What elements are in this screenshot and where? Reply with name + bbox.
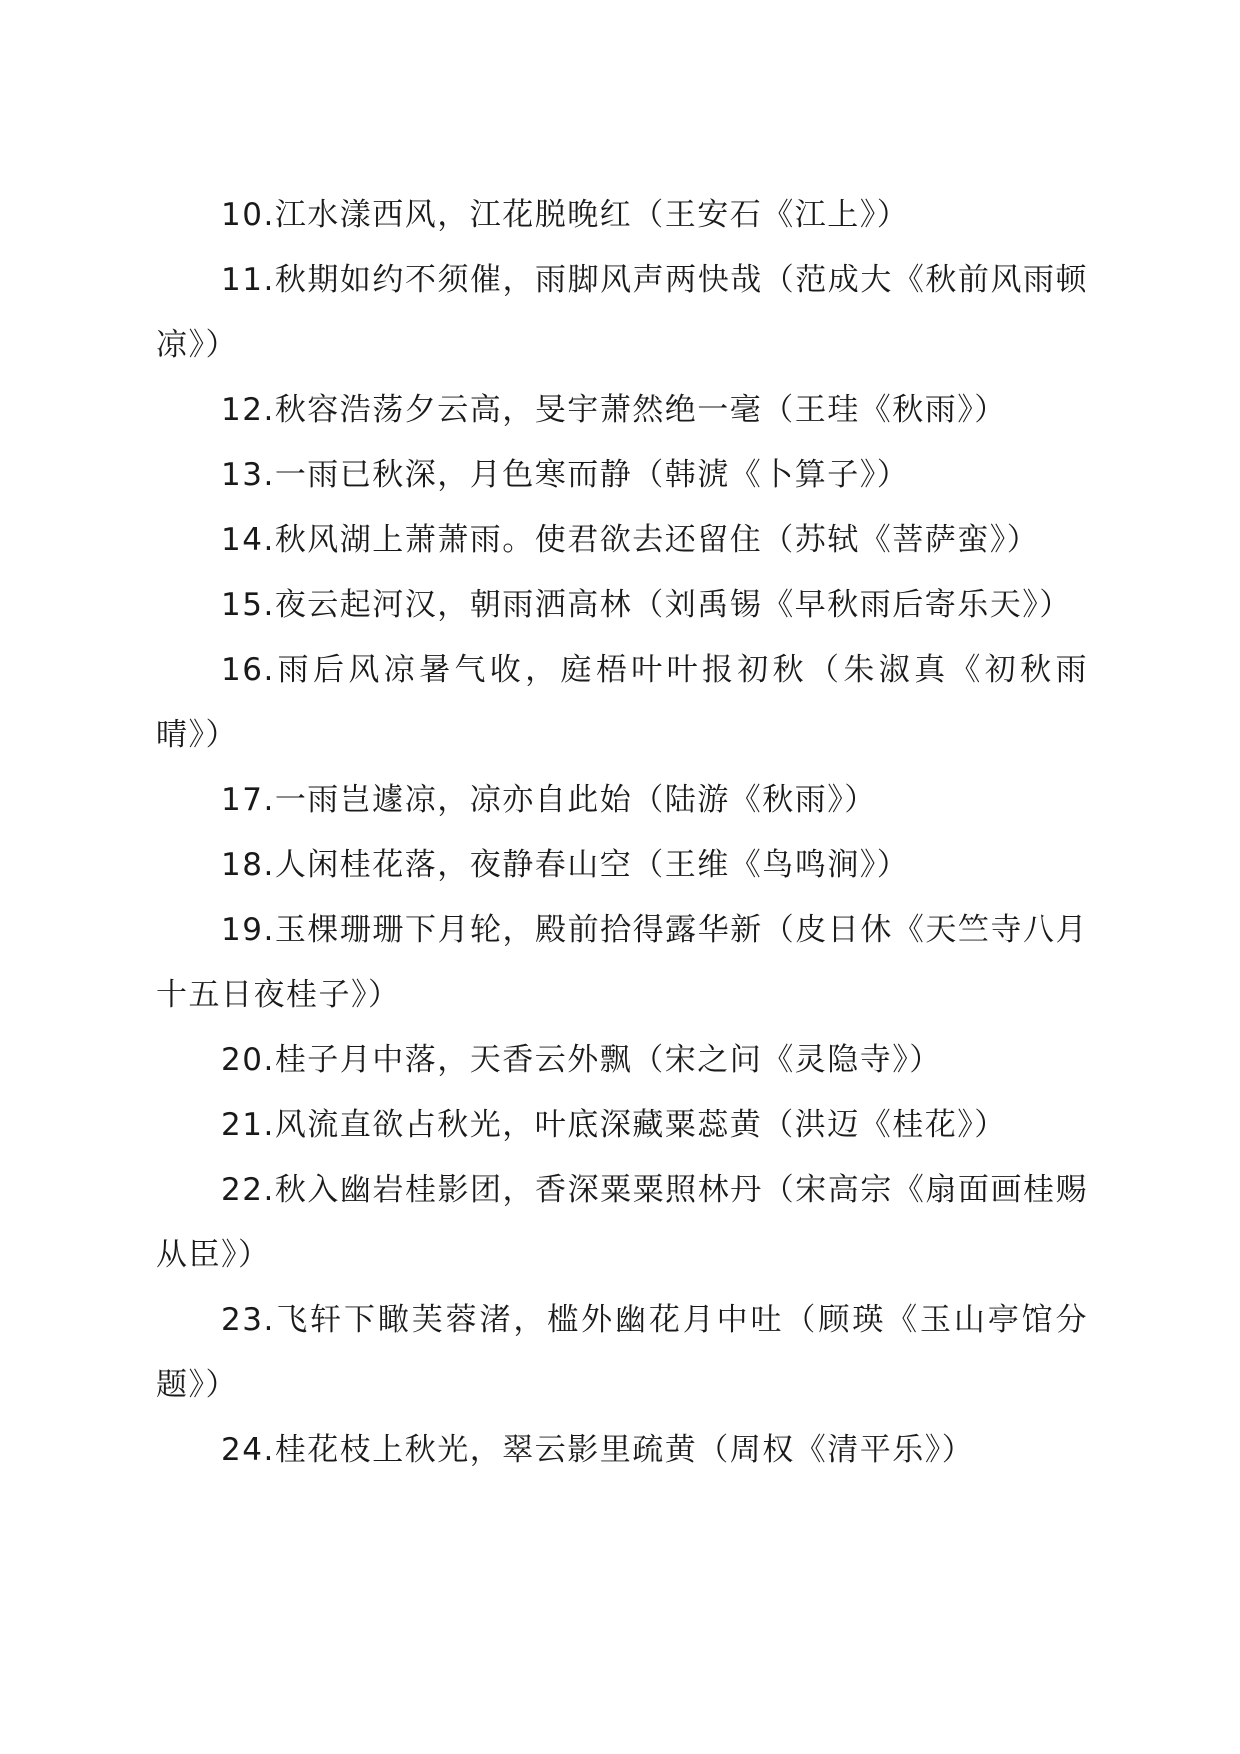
list-item <box>156 1093 1088 1158</box>
item-text: 一雨已秋深，月色寒而静（韩淲《卜算子》） <box>274 457 910 493</box>
list-item <box>156 1158 1088 1288</box>
list-item <box>156 248 1088 378</box>
item-text: 夜云起河汉，朝雨洒高林（刘禹锡《早秋雨后寄乐天》） <box>274 587 1072 623</box>
item-number: 24. <box>221 1432 275 1468</box>
item-number: 14. <box>221 522 275 558</box>
item-number: 16. <box>221 652 275 688</box>
poem-line-list <box>156 183 1088 1483</box>
item-text: 飞轩下瞰芙蓉渚，槛外幽花月中吐（顾瑛《玉山亭馆分题》） <box>156 1302 1088 1403</box>
item-number: 10. <box>221 197 275 233</box>
list-item <box>156 638 1088 768</box>
item-text: 桂花枝上秋光，翠云影里疏黄（周权《清平乐》） <box>274 1432 975 1468</box>
item-text: 人闲桂花落，夜静春山空（王维《鸟鸣涧》） <box>274 847 910 883</box>
item-number: 12. <box>221 392 275 428</box>
item-text: 秋期如约不须催，雨脚风声两快哉（范成大《秋前风雨顿凉》） <box>156 262 1088 363</box>
list-item <box>156 443 1088 508</box>
item-number: 17. <box>221 782 275 818</box>
item-number: 13. <box>221 457 275 493</box>
item-number: 18. <box>221 847 275 883</box>
item-text: 秋容浩荡夕云高，旻宇萧然绝一毫（王珪《秋雨》） <box>274 392 1007 428</box>
list-item <box>156 1028 1088 1093</box>
item-text: 一雨岂遽凉，凉亦自此始（陆游《秋雨》） <box>274 782 877 818</box>
item-text: 玉棵珊珊下月轮，殿前拾得露华新（皮日休《天竺寺八月十五日夜桂子》） <box>156 912 1088 1013</box>
item-number: 21. <box>221 1107 275 1143</box>
item-text: 秋风湖上萧萧雨。使君欲去还留住（苏轼《菩萨蛮》） <box>274 522 1040 558</box>
list-item <box>156 508 1088 573</box>
item-text: 江水漾西风，江花脱晚红（王安石《江上》） <box>274 197 910 233</box>
item-number: 22. <box>221 1172 275 1208</box>
list-item <box>156 1288 1088 1418</box>
list-item <box>156 768 1088 833</box>
item-number: 20. <box>221 1042 275 1078</box>
list-item <box>156 833 1088 898</box>
item-text: 桂子月中落，天香云外飘（宋之问《灵隐寺》） <box>274 1042 942 1078</box>
list-item <box>156 898 1088 1028</box>
item-number: 19. <box>221 912 275 948</box>
list-item <box>156 1418 1088 1483</box>
item-number: 15. <box>221 587 275 623</box>
list-item <box>156 378 1088 443</box>
item-text: 秋入幽岩桂影团，香深粟粟照林丹（宋高宗《扇面画桂赐从臣》） <box>156 1172 1088 1273</box>
list-item <box>156 183 1088 248</box>
item-text: 风流直欲占秋光，叶底深藏粟蕊黄（洪迈《桂花》） <box>274 1107 1007 1143</box>
item-number: 11. <box>221 262 275 298</box>
item-text: 雨后风凉暑气收，庭梧叶叶报初秋（朱淑真《初秋雨晴》） <box>156 652 1088 753</box>
item-number: 23. <box>221 1302 275 1338</box>
list-item <box>156 573 1088 638</box>
